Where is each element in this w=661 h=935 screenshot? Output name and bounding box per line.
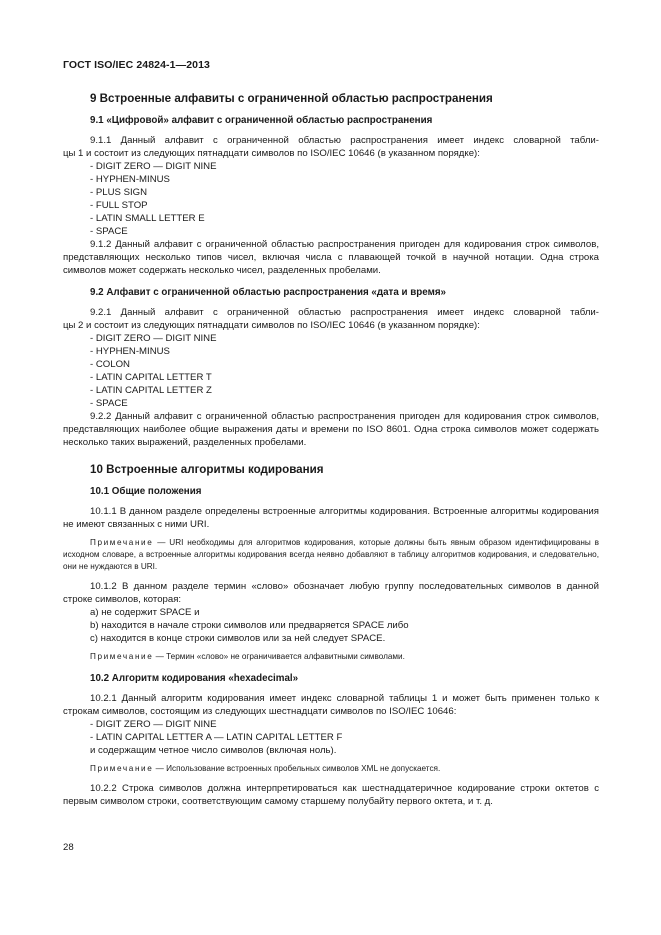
list-item: - LATIN CAPITAL LETTER T	[90, 372, 212, 383]
note-label: Примечание	[90, 652, 154, 661]
note-10-2-1	[63, 763, 599, 775]
section-9-1-title: 9.1 «Цифровой» алфавит с ограниченной областью распространения	[90, 115, 433, 126]
note-label: Примечание	[90, 538, 154, 547]
section-9-title: 9 Встроенные алфавиты с ограниченной областью распространения	[90, 92, 493, 105]
list-item: - LATIN CAPITAL LETTER Z	[90, 385, 212, 396]
list-item: - PLUS SIGN	[90, 187, 148, 198]
para-9-2-1-line1: 9.2.1 Данный алфавит с ограниченной областью распространения имеет индекс словарной табли-	[90, 307, 599, 318]
page-number: 28	[63, 842, 74, 853]
section-10-1-title: 10.1 Общие положения	[90, 486, 202, 497]
list-item: - FULL STOP	[90, 200, 148, 211]
para-10-1-2: 10.1.2 В данном разделе термин «слово» обозначает любую группу последовательных символов в данной строке символов, которая:	[63, 581, 599, 605]
document-body	[63, 91, 599, 808]
list-item: a) не содержит SPACE и	[90, 607, 200, 618]
list-item: - DIGIT ZERO — DIGIT NINE	[90, 161, 217, 172]
list-item: - SPACE	[90, 398, 128, 409]
para-10-1-1: 10.1.1 В данном разделе определены встроенные алгоритмы кодирования. Встроенные алгоритмы кодирования не имеют связанных с ними URI.	[63, 506, 599, 530]
list-item: - DIGIT ZERO — DIGIT NINE	[90, 719, 217, 730]
section-10-title: 10 Встроенные алгоритмы кодирования	[90, 463, 324, 476]
note-text: — URI необходимы для алгоритмов кодирования, которые должны быть явным образом идентифицированы в исходном словаре, а встроенные алгоритмы кодирования всегда неявно добавляют в таблицу алгоритмов кодирования, и следовательно, они не нуждаются в URI.	[63, 538, 599, 571]
list-item: - HYPHEN-MINUS	[90, 174, 170, 185]
list-item: - LATIN SMALL LETTER E	[90, 213, 205, 224]
list-item: - COLON	[90, 359, 130, 370]
para-9-1-1-line2: цы 1 и состоит из следующих пятнадцати символов по ISO/IEC 10646 (в указанном порядке):	[63, 148, 480, 159]
list-item: - HYPHEN-MINUS	[90, 346, 170, 357]
list-item: - SPACE	[90, 226, 128, 237]
para-10-2-1: 10.2.1 Данный алгоритм кодирования имеет индекс словарной таблицы 1 и может быть применен только к строкам символов, состоящим из следующих шестнадцати символов по ISO/IEC 10646:	[63, 693, 599, 717]
document-header: ГОСТ ISO/IEC 24824-1—2013	[63, 59, 210, 71]
note-10-1-1	[63, 537, 599, 573]
para-9-2-2: 9.2.2 Данный алфавит с ограниченной областью распространения пригоден для кодирования строк символов, представляющих наиболее общие выражения даты и времени по ISO 8601. Одна строка символов может содержать несколько таких выражений, разделенных пробелами.	[63, 411, 599, 448]
note-text: — Использование встроенных пробельных символов XML не допускается.	[153, 764, 441, 773]
list-item: - LATIN CAPITAL LETTER A — LATIN CAPITAL LETTER F	[90, 732, 343, 743]
list-item: c) находится в конце строки символов или за ней следует SPACE.	[90, 633, 386, 644]
para-9-2-1-line2: цы 2 и состоит из следующих пятнадцати символов по ISO/IEC 10646 (в указанном порядке):	[63, 320, 480, 331]
section-10-2-title: 10.2 Алгоритм кодирования «hexadecimal»	[90, 673, 299, 684]
list-item: - DIGIT ZERO — DIGIT NINE	[90, 333, 217, 344]
note-10-1-2	[63, 651, 599, 663]
para-9-1-1-line1: 9.1.1 Данный алфавит с ограниченной областью распространения имеет индекс словарной табли-	[90, 135, 599, 146]
note-text: — Термин «слово» не ограничивается алфавитными символами.	[153, 652, 405, 661]
para-10-2-2: 10.2.2 Строка символов должна интерпретироваться как шестнадцатеричное кодирование строки октетов с первым символом строки, соответствующим самому старшему полубайту первого октета, и т. д.	[63, 783, 599, 807]
section-9-2-title: 9.2 Алфавит с ограниченной областью распространения «дата и время»	[90, 287, 446, 298]
list-item: и содержащим четное число символов (включая ноль).	[90, 745, 337, 756]
para-9-1-2: 9.1.2 Данный алфавит с ограниченной областью распространения пригоден для кодирования строк символов, представляющих несколько типов чисел, включая числа с плавающей точкой в научной нотации. Одна строка символов может содержать несколько чисел, разделенных пробелами.	[63, 239, 599, 276]
list-item: b) находится в начале строки символов или предваряется SPACE либо	[90, 620, 409, 631]
note-label: Примечание	[90, 764, 154, 773]
